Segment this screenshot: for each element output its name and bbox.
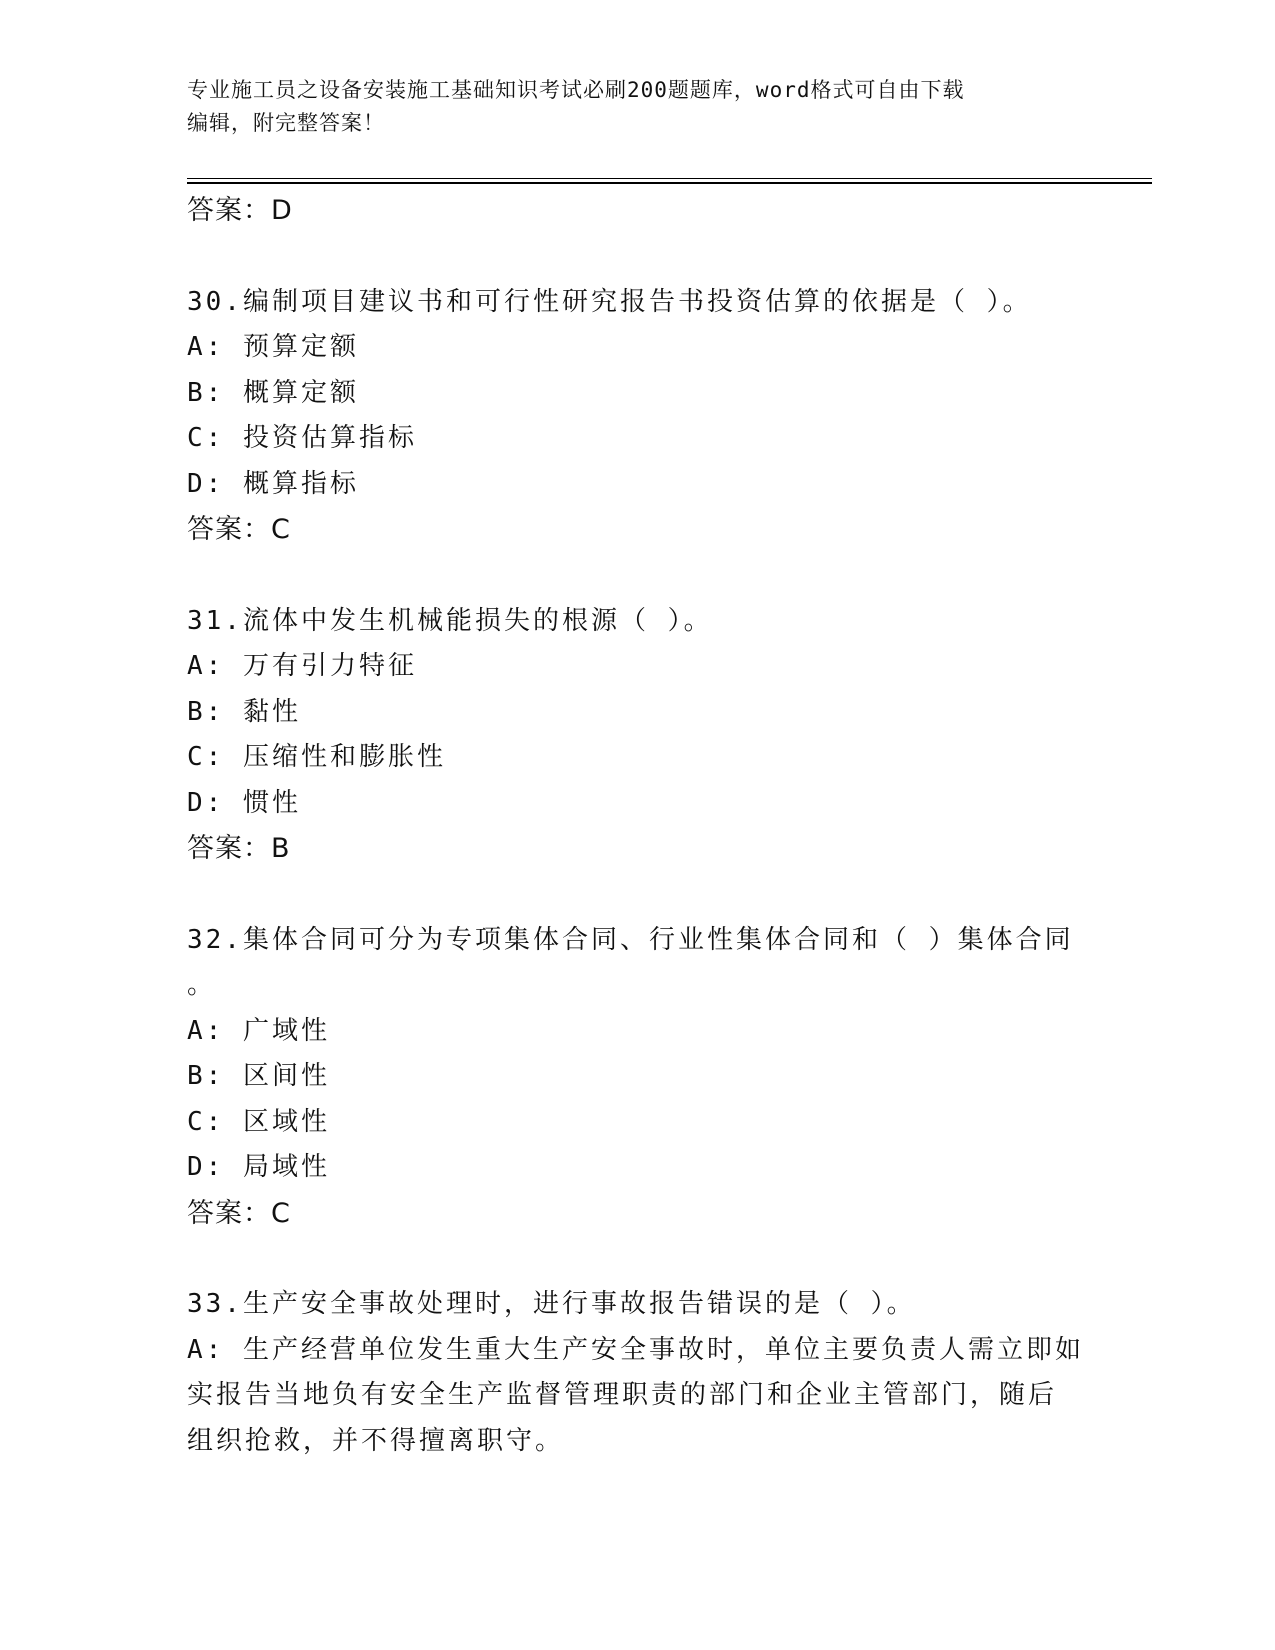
question-stem-line-1: 32.集体合同可分为专项集体合同、行业性集体合同和（ ）集体合同 <box>187 924 1074 955</box>
header-title-line-2: 编辑，附完整答案！ <box>187 111 385 135</box>
option-a-line-1: A: 生产经营单位发生重大生产安全事故时，单位主要负责人需立即如 <box>187 1334 1084 1365</box>
question-block-33 <box>187 1282 1087 1464</box>
option-c: C: 压缩性和膨胀性 <box>187 742 446 772</box>
question-block-31 <box>187 599 1087 872</box>
document-header <box>187 74 1067 140</box>
answer-line: 答案：D <box>187 195 293 226</box>
option-b: B: 概算定额 <box>187 377 359 408</box>
question-stem-line-2: 。 <box>187 970 217 1000</box>
option-a-line-3: 组织抢救，并不得擅离职守。 <box>187 1425 565 1456</box>
option-a-line-2: 实报告当地负有安全生产监督管理职责的部门和企业主管部门，随后 <box>187 1380 1058 1410</box>
spacer <box>187 234 1087 280</box>
header-divider-thin <box>187 178 1152 179</box>
question-stem: 30.编制项目建议书和可行性研究报告书投资估算的依据是（ ）。 <box>187 286 1032 317</box>
option-d: D: 概算指标 <box>187 468 359 499</box>
header-divider-thick <box>187 182 1152 184</box>
spacer <box>187 872 1087 918</box>
option-c: C: 区域性 <box>187 1106 330 1137</box>
spacer <box>187 553 1087 599</box>
option-a: A: 广域性 <box>187 1015 330 1046</box>
option-b: B: 区间性 <box>187 1061 330 1091</box>
answer-line: 答案：C <box>187 1197 291 1229</box>
question-content <box>187 188 1087 1464</box>
question-block-30 <box>187 280 1087 553</box>
option-a: A: 万有引力特征 <box>187 651 417 681</box>
option-a: A: 预算定额 <box>187 332 359 362</box>
answer-line: 答案：C <box>187 514 291 545</box>
question-stem: 33.生产安全事故处理时，进行事故报告错误的是（ ）。 <box>187 1289 916 1319</box>
question-stem: 31.流体中发生机械能损失的根源（ ）。 <box>187 605 713 636</box>
option-d: D: 局域性 <box>187 1152 330 1182</box>
option-d: D: 惯性 <box>187 787 301 818</box>
option-c: C: 投资估算指标 <box>187 423 417 453</box>
answer-line: 答案：B <box>187 833 291 864</box>
spacer <box>187 1236 1087 1282</box>
option-b: B: 黏性 <box>187 696 301 727</box>
question-block-32 <box>187 918 1087 1237</box>
header-title-line-1: 专业施工员之设备安装施工基础知识考试必刷200题题库，word格式可自由下载 <box>187 78 965 102</box>
